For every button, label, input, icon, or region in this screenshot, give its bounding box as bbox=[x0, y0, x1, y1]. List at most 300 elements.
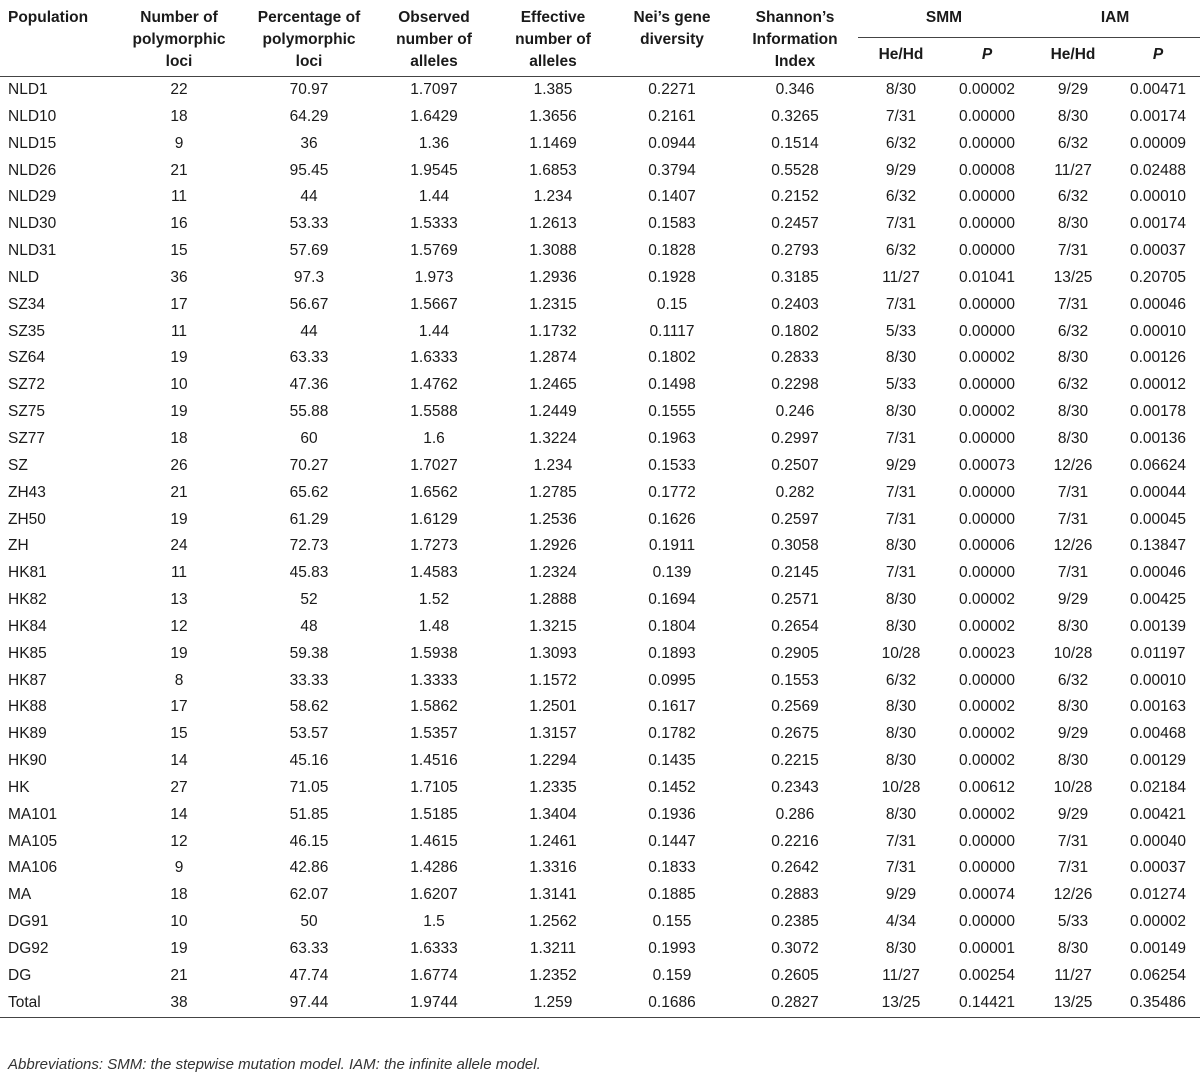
cell-observed-alleles: 1.3333 bbox=[410, 671, 458, 689]
cell-shannon-index: 0.2385 bbox=[771, 913, 819, 931]
cell-nei-gene-diversity: 0.0995 bbox=[648, 671, 696, 689]
cell-smm-he-hd: 6/32 bbox=[885, 671, 917, 689]
cell-iam-he-hd: 7/31 bbox=[1057, 832, 1089, 850]
cell-smm-he-hd: 9/29 bbox=[885, 456, 917, 474]
cell-population: SZ bbox=[8, 456, 28, 474]
cell-effective-alleles: 1.2888 bbox=[529, 591, 577, 609]
cell-polymorphic-loci-percentage: 60 bbox=[300, 429, 318, 447]
cell-smm-p: 0.00002 bbox=[958, 81, 1016, 98]
cell-nei-gene-diversity: 0.1936 bbox=[648, 805, 696, 823]
cell-smm-p: 0.00000 bbox=[958, 134, 1016, 152]
table-row bbox=[0, 721, 1200, 748]
cell-smm-he-hd: 8/30 bbox=[885, 403, 917, 421]
cell-polymorphic-loci-number: 18 bbox=[170, 886, 188, 904]
cell-smm-p: 0.00612 bbox=[958, 778, 1016, 796]
cell-smm-p: 0.00000 bbox=[958, 483, 1016, 501]
cell-smm-p: 0.00023 bbox=[958, 644, 1016, 662]
cell-effective-alleles: 1.2874 bbox=[529, 349, 577, 367]
cell-iam-p: 0.02488 bbox=[1130, 161, 1187, 179]
cell-effective-alleles: 1.2461 bbox=[529, 832, 577, 850]
header-shannon-index: Shannon’s Information Index bbox=[732, 3, 858, 77]
cell-smm-p: 0.00006 bbox=[958, 537, 1016, 555]
cell-nei-gene-diversity: 0.15 bbox=[656, 295, 688, 313]
table-row bbox=[0, 909, 1200, 936]
cell-population: SZ35 bbox=[8, 322, 46, 340]
cell-smm-he-hd: 8/30 bbox=[885, 537, 917, 555]
cell-iam-p: 0.00126 bbox=[1130, 349, 1187, 367]
cell-observed-alleles: 1.6562 bbox=[410, 483, 458, 501]
cell-effective-alleles: 1.3224 bbox=[529, 429, 577, 447]
cell-polymorphic-loci-number: 11 bbox=[170, 322, 188, 340]
cell-smm-p: 0.00000 bbox=[958, 322, 1016, 340]
table-row bbox=[0, 184, 1200, 211]
cell-polymorphic-loci-number: 18 bbox=[170, 429, 188, 447]
cell-shannon-index: 0.3072 bbox=[771, 940, 819, 957]
cell-smm-p: 0.00000 bbox=[958, 429, 1016, 447]
table-row bbox=[0, 372, 1200, 399]
cell-iam-he-hd: 13/25 bbox=[1053, 268, 1093, 286]
cell-polymorphic-loci-number: 11 bbox=[170, 564, 188, 582]
cell-polymorphic-loci-percentage: 71.05 bbox=[289, 778, 329, 796]
cell-population: HK90 bbox=[8, 752, 47, 770]
cell-smm-p: 0.00001 bbox=[958, 940, 1016, 957]
cell-polymorphic-loci-number: 12 bbox=[170, 832, 188, 850]
cell-smm-p: 0.00073 bbox=[958, 456, 1016, 474]
cell-shannon-index: 0.2605 bbox=[771, 966, 819, 984]
cell-polymorphic-loci-number: 22 bbox=[170, 81, 188, 98]
cell-polymorphic-loci-number: 10 bbox=[170, 913, 188, 931]
cell-effective-alleles: 1.2315 bbox=[529, 295, 577, 313]
cell-iam-he-hd: 13/25 bbox=[1030, 990, 1116, 1017]
cell-observed-alleles: 1.5862 bbox=[410, 698, 458, 716]
header-population: Population bbox=[0, 3, 114, 77]
table-body bbox=[0, 77, 1200, 1018]
cell-smm-he-hd: 6/32 bbox=[885, 188, 917, 206]
table-row bbox=[0, 748, 1200, 775]
cell-smm-p: 0.00002 bbox=[958, 725, 1016, 743]
cell-population: SZ72 bbox=[8, 376, 46, 394]
cell-shannon-index: 0.286 bbox=[775, 805, 815, 823]
cell-iam-he-hd: 8/30 bbox=[1057, 429, 1089, 447]
cell-iam-p: 0.00010 bbox=[1130, 671, 1187, 689]
cell-shannon-index: 0.2675 bbox=[771, 725, 819, 743]
cell-observed-alleles: 1.6774 bbox=[410, 966, 458, 984]
cell-iam-he-hd: 6/32 bbox=[1057, 376, 1089, 394]
cell-nei-gene-diversity: 0.1694 bbox=[648, 591, 696, 609]
cell-observed-alleles: 1.5938 bbox=[410, 644, 458, 662]
header-smm-he-hd: He/Hd bbox=[858, 38, 944, 77]
cell-smm-he-hd: 8/30 bbox=[885, 591, 917, 609]
cell-nei-gene-diversity: 0.1928 bbox=[648, 268, 696, 286]
cell-polymorphic-loci-percentage: 61.29 bbox=[289, 510, 329, 528]
cell-smm-he-hd: 5/33 bbox=[885, 322, 917, 340]
cell-polymorphic-loci-number: 10 bbox=[170, 376, 188, 394]
cell-iam-he-hd: 8/30 bbox=[1057, 752, 1089, 770]
cell-iam-he-hd: 7/31 bbox=[1057, 295, 1089, 313]
cell-iam-p: 0.00045 bbox=[1130, 510, 1187, 528]
table-row bbox=[0, 802, 1200, 829]
cell-effective-alleles: 1.1572 bbox=[529, 671, 577, 689]
cell-polymorphic-loci-percentage: 55.88 bbox=[289, 403, 329, 421]
cell-iam-he-hd: 7/31 bbox=[1057, 242, 1089, 260]
cell-smm-he-hd: 13/25 bbox=[858, 990, 944, 1017]
cell-smm-p: 0.00002 bbox=[958, 403, 1016, 421]
cell-iam-he-hd: 12/26 bbox=[1053, 886, 1093, 904]
cell-iam-he-hd: 12/26 bbox=[1053, 537, 1093, 555]
cell-polymorphic-loci-number: 12 bbox=[170, 617, 188, 635]
cell-effective-alleles: 1.2335 bbox=[529, 778, 577, 796]
cell-shannon-index: 0.2152 bbox=[771, 188, 819, 206]
header-iam-p: P bbox=[1116, 38, 1200, 77]
cell-polymorphic-loci-number: 9 bbox=[174, 859, 184, 877]
cell-iam-he-hd: 8/30 bbox=[1057, 940, 1089, 957]
genetic-diversity-table bbox=[0, 3, 1200, 1018]
cell-smm-he-hd: 7/31 bbox=[885, 107, 917, 125]
cell-population: MA bbox=[8, 886, 32, 904]
cell-iam-he-hd: 9/29 bbox=[1057, 591, 1089, 609]
cell-polymorphic-loci-number: 9 bbox=[174, 134, 184, 152]
cell-shannon-index: 0.2216 bbox=[771, 832, 819, 850]
cell-population: NLD31 bbox=[8, 242, 57, 260]
cell-shannon-index: 0.2145 bbox=[771, 564, 819, 582]
cell-nei-gene-diversity: 0.2271 bbox=[648, 81, 696, 98]
cell-polymorphic-loci-number: 36 bbox=[170, 268, 188, 286]
cell-polymorphic-loci-number: 24 bbox=[170, 537, 188, 555]
cell-shannon-index: 0.2793 bbox=[771, 242, 819, 260]
cell-shannon-index: 0.3265 bbox=[771, 107, 819, 125]
cell-polymorphic-loci-percentage: 44 bbox=[300, 322, 318, 340]
cell-observed-alleles: 1.9545 bbox=[410, 161, 458, 179]
cell-effective-alleles: 1.3093 bbox=[529, 644, 577, 662]
cell-polymorphic-loci-percentage: 45.16 bbox=[289, 752, 329, 770]
table-row bbox=[0, 426, 1200, 453]
cell-iam-p: 0.00139 bbox=[1130, 617, 1187, 635]
cell-population: SZ77 bbox=[8, 429, 46, 447]
cell-polymorphic-loci-percentage: 45.83 bbox=[289, 564, 329, 582]
table-row bbox=[0, 345, 1200, 372]
cell-observed-alleles: 1.36 bbox=[418, 134, 450, 152]
cell-shannon-index: 0.282 bbox=[775, 483, 815, 501]
cell-nei-gene-diversity: 0.1617 bbox=[648, 698, 696, 716]
cell-observed-alleles: 1.6429 bbox=[410, 107, 458, 125]
cell-polymorphic-loci-percentage: 52 bbox=[300, 591, 318, 609]
cell-polymorphic-loci-percentage: 64.29 bbox=[289, 107, 329, 125]
cell-polymorphic-loci-percentage: 58.62 bbox=[289, 698, 329, 716]
cell-iam-he-hd: 5/33 bbox=[1057, 913, 1089, 931]
cell-iam-he-hd: 9/29 bbox=[1057, 725, 1089, 743]
cell-iam-p: 0.00149 bbox=[1130, 940, 1187, 957]
cell-population: DG91 bbox=[8, 913, 49, 931]
cell-effective-alleles: 1.2352 bbox=[529, 966, 577, 984]
cell-iam-he-hd: 7/31 bbox=[1057, 859, 1089, 877]
table-row bbox=[0, 319, 1200, 346]
cell-iam-p: 0.01197 bbox=[1130, 644, 1186, 662]
cell-effective-alleles: 1.3316 bbox=[529, 859, 577, 877]
cell-iam-p: 0.00163 bbox=[1130, 698, 1187, 716]
cell-iam-he-hd: 10/28 bbox=[1053, 644, 1093, 662]
cell-polymorphic-loci-number: 11 bbox=[170, 188, 188, 206]
cell-nei-gene-diversity: 0.1893 bbox=[648, 644, 696, 662]
header-smm-p: P bbox=[944, 38, 1030, 77]
cell-iam-he-hd: 12/26 bbox=[1053, 456, 1093, 474]
cell-effective-alleles: 1.3215 bbox=[529, 617, 577, 635]
cell-population: NLD26 bbox=[8, 161, 57, 179]
cell-smm-p: 0.00000 bbox=[958, 671, 1016, 689]
cell-smm-he-hd: 8/30 bbox=[885, 940, 917, 957]
cell-polymorphic-loci-percentage: 95.45 bbox=[289, 161, 329, 179]
cell-polymorphic-loci-percentage: 53.33 bbox=[289, 215, 329, 233]
cell-polymorphic-loci-number: 21 bbox=[170, 483, 188, 501]
cell-nei-gene-diversity: 0.1555 bbox=[648, 403, 696, 421]
cell-iam-p: 0.00174 bbox=[1130, 215, 1187, 233]
cell-smm-p: 0.00000 bbox=[958, 913, 1016, 931]
cell-nei-gene-diversity: 0.2161 bbox=[648, 107, 696, 125]
cell-observed-alleles: 1.44 bbox=[418, 188, 450, 206]
cell-shannon-index: 0.2833 bbox=[771, 349, 819, 367]
cell-population: ZH43 bbox=[8, 483, 46, 501]
cell-smm-p: 0.00000 bbox=[958, 832, 1016, 850]
cell-shannon-index: 0.246 bbox=[775, 403, 815, 421]
cell-nei-gene-diversity: 0.1447 bbox=[648, 832, 696, 850]
cell-iam-he-hd: 9/29 bbox=[1057, 805, 1089, 823]
cell-polymorphic-loci-percentage: 70.27 bbox=[289, 456, 329, 474]
cell-nei-gene-diversity: 0.1804 bbox=[648, 617, 696, 635]
header-nei-gene-diversity: Nei’s gene diversity bbox=[612, 3, 732, 77]
cell-effective-alleles: 1.2926 bbox=[529, 537, 577, 555]
table-row bbox=[0, 265, 1200, 292]
cell-polymorphic-loci-percentage: 65.62 bbox=[289, 483, 329, 501]
table-footnote: Abbreviations: SMM: the stepwise mutation model. IAM: the infinite allele model. bbox=[8, 1056, 541, 1073]
cell-effective-alleles: 1.259 bbox=[494, 990, 612, 1017]
cell-shannon-index: 0.5528 bbox=[771, 161, 819, 179]
cell-shannon-index: 0.346 bbox=[775, 81, 815, 98]
cell-polymorphic-loci-percentage: 57.69 bbox=[289, 242, 329, 260]
cell-observed-alleles: 1.6333 bbox=[410, 349, 458, 367]
cell-effective-alleles: 1.3211 bbox=[529, 940, 577, 957]
cell-observed-alleles: 1.5588 bbox=[410, 403, 458, 421]
cell-effective-alleles: 1.2936 bbox=[529, 268, 577, 286]
cell-smm-he-hd: 11/27 bbox=[882, 268, 920, 286]
cell-observed-alleles: 1.4615 bbox=[410, 832, 458, 850]
cell-iam-he-hd: 8/30 bbox=[1057, 617, 1089, 635]
table-row bbox=[0, 668, 1200, 695]
cell-effective-alleles: 1.3656 bbox=[529, 107, 577, 125]
cell-population: ZH50 bbox=[8, 510, 46, 528]
cell-effective-alleles: 1.2501 bbox=[529, 698, 577, 716]
cell-polymorphic-loci-percentage: 42.86 bbox=[289, 859, 329, 877]
table-row bbox=[0, 855, 1200, 882]
cell-smm-he-hd: 8/30 bbox=[885, 752, 917, 770]
cell-smm-p: 0.00002 bbox=[958, 591, 1016, 609]
cell-polymorphic-loci-number: 27 bbox=[170, 778, 188, 796]
cell-iam-p: 0.00010 bbox=[1130, 322, 1187, 340]
cell-iam-p: 0.00009 bbox=[1130, 134, 1187, 152]
cell-iam-p: 0.00425 bbox=[1130, 591, 1187, 609]
cell-iam-p: 0.06624 bbox=[1130, 456, 1187, 474]
cell-nei-gene-diversity: 0.1117 bbox=[649, 322, 695, 340]
cell-shannon-index: 0.2997 bbox=[771, 429, 819, 447]
cell-effective-alleles: 1.2449 bbox=[529, 403, 577, 421]
cell-effective-alleles: 1.2465 bbox=[529, 376, 577, 394]
cell-shannon-index: 0.2215 bbox=[771, 752, 819, 770]
cell-iam-p: 0.20705 bbox=[1130, 268, 1187, 286]
cell-iam-p: 0.35486 bbox=[1116, 990, 1200, 1017]
cell-smm-he-hd: 7/31 bbox=[885, 564, 917, 582]
cell-iam-he-hd: 7/31 bbox=[1057, 510, 1089, 528]
cell-nei-gene-diversity: 0.3794 bbox=[648, 161, 696, 179]
table-row bbox=[0, 775, 1200, 802]
cell-population: HK85 bbox=[8, 644, 47, 662]
cell-iam-p: 0.06254 bbox=[1130, 966, 1187, 984]
cell-iam-p: 0.00037 bbox=[1130, 242, 1187, 260]
cell-smm-he-hd: 8/30 bbox=[885, 805, 917, 823]
cell-nei-gene-diversity: 0.1782 bbox=[648, 725, 696, 743]
cell-polymorphic-loci-percentage: 56.67 bbox=[289, 295, 329, 313]
cell-observed-alleles: 1.52 bbox=[418, 591, 450, 609]
cell-iam-he-hd: 8/30 bbox=[1057, 403, 1089, 421]
cell-nei-gene-diversity: 0.1885 bbox=[648, 886, 696, 904]
cell-observed-alleles: 1.5667 bbox=[410, 295, 458, 313]
cell-polymorphic-loci-number: 21 bbox=[170, 161, 188, 179]
cell-effective-alleles: 1.234 bbox=[533, 188, 573, 206]
cell-iam-he-hd: 6/32 bbox=[1057, 671, 1089, 689]
table-header bbox=[0, 3, 1200, 77]
cell-polymorphic-loci-number: 19 bbox=[170, 510, 188, 528]
cell-iam-he-hd: 7/31 bbox=[1057, 564, 1089, 582]
cell-smm-p: 0.00254 bbox=[958, 966, 1016, 984]
cell-polymorphic-loci-percentage: 33.33 bbox=[289, 671, 329, 689]
table-row bbox=[0, 131, 1200, 158]
cell-iam-p: 0.02184 bbox=[1130, 778, 1187, 796]
cell-shannon-index: 0.1514 bbox=[771, 134, 819, 152]
cell-polymorphic-loci-number: 38 bbox=[114, 990, 244, 1017]
cell-shannon-index: 0.2883 bbox=[771, 886, 819, 904]
cell-observed-alleles: 1.7097 bbox=[410, 81, 458, 98]
cell-shannon-index: 0.2403 bbox=[771, 295, 819, 313]
cell-smm-he-hd: 8/30 bbox=[885, 725, 917, 743]
cell-observed-alleles: 1.973 bbox=[414, 268, 454, 286]
table-row bbox=[0, 963, 1200, 990]
cell-nei-gene-diversity: 0.1498 bbox=[648, 376, 696, 394]
cell-polymorphic-loci-number: 19 bbox=[170, 349, 188, 367]
cell-polymorphic-loci-number: 16 bbox=[170, 215, 188, 233]
cell-observed-alleles: 1.6333 bbox=[410, 940, 458, 957]
table-row bbox=[0, 453, 1200, 480]
cell-population: HK87 bbox=[8, 671, 47, 689]
cell-population: DG bbox=[8, 966, 32, 984]
cell-smm-p: 0.14421 bbox=[944, 990, 1030, 1017]
cell-population: SZ34 bbox=[8, 295, 46, 313]
cell-iam-p: 0.01274 bbox=[1130, 886, 1187, 904]
cell-iam-p: 0.00012 bbox=[1130, 376, 1187, 394]
cell-iam-he-hd: 8/30 bbox=[1057, 349, 1089, 367]
cell-iam-p: 0.00002 bbox=[1130, 913, 1187, 931]
cell-effective-alleles: 1.2294 bbox=[529, 752, 577, 770]
cell-smm-he-hd: 7/31 bbox=[885, 832, 917, 850]
cell-smm-he-hd: 5/33 bbox=[885, 376, 917, 394]
cell-iam-p: 0.00471 bbox=[1130, 81, 1187, 98]
cell-population: MA106 bbox=[8, 859, 58, 877]
cell-shannon-index: 0.3185 bbox=[771, 268, 819, 286]
cell-polymorphic-loci-percentage: 59.38 bbox=[289, 644, 329, 662]
header-polymorphic-loci-number: Number of polymorphic loci bbox=[114, 3, 244, 77]
cell-polymorphic-loci-percentage: 63.33 bbox=[289, 349, 329, 367]
cell-smm-he-hd: 4/34 bbox=[885, 913, 917, 931]
cell-iam-p: 0.00129 bbox=[1130, 752, 1187, 770]
cell-polymorphic-loci-number: 8 bbox=[174, 671, 184, 689]
cell-observed-alleles: 1.6129 bbox=[410, 510, 458, 528]
cell-smm-he-hd: 9/29 bbox=[885, 161, 917, 179]
cell-nei-gene-diversity: 0.0944 bbox=[648, 134, 696, 152]
cell-smm-he-hd: 7/31 bbox=[885, 483, 917, 501]
cell-polymorphic-loci-percentage: 97.44 bbox=[244, 990, 374, 1017]
cell-observed-alleles: 1.6 bbox=[423, 429, 445, 447]
cell-population: NLD30 bbox=[8, 215, 57, 233]
cell-observed-alleles: 1.4762 bbox=[410, 376, 458, 394]
cell-shannon-index: 0.2298 bbox=[771, 376, 819, 394]
cell-shannon-index: 0.1802 bbox=[771, 322, 819, 340]
cell-smm-p: 0.00000 bbox=[958, 859, 1016, 877]
cell-polymorphic-loci-percentage: 51.85 bbox=[289, 805, 329, 823]
cell-polymorphic-loci-number: 19 bbox=[170, 644, 188, 662]
cell-polymorphic-loci-percentage: 70.97 bbox=[289, 81, 329, 98]
cell-iam-p: 0.00178 bbox=[1130, 403, 1187, 421]
cell-observed-alleles: 1.7273 bbox=[410, 537, 458, 555]
cell-shannon-index: 0.2507 bbox=[771, 456, 819, 474]
cell-observed-alleles: 1.9744 bbox=[374, 990, 494, 1017]
cell-population: Total bbox=[0, 990, 114, 1017]
cell-iam-he-hd: 8/30 bbox=[1057, 107, 1089, 125]
table-row bbox=[0, 238, 1200, 265]
cell-smm-p: 0.00002 bbox=[958, 752, 1016, 770]
table-row bbox=[0, 694, 1200, 721]
cell-polymorphic-loci-percentage: 50 bbox=[300, 913, 318, 931]
cell-iam-p: 0.00421 bbox=[1130, 805, 1187, 823]
cell-shannon-index: 0.2642 bbox=[771, 859, 819, 877]
cell-observed-alleles: 1.5 bbox=[423, 913, 445, 931]
cell-observed-alleles: 1.48 bbox=[418, 617, 450, 635]
cell-shannon-index: 0.2654 bbox=[771, 617, 819, 635]
cell-nei-gene-diversity: 0.1626 bbox=[648, 510, 696, 528]
table-row bbox=[0, 936, 1200, 963]
cell-observed-alleles: 1.5333 bbox=[410, 215, 458, 233]
cell-iam-he-hd: 9/29 bbox=[1057, 81, 1089, 98]
header-smm: SMM bbox=[858, 3, 1030, 38]
cell-observed-alleles: 1.4583 bbox=[410, 564, 458, 582]
cell-smm-he-hd: 8/30 bbox=[885, 617, 917, 635]
cell-shannon-index: 0.2571 bbox=[771, 591, 819, 609]
cell-nei-gene-diversity: 0.139 bbox=[652, 564, 692, 582]
header-iam-he-hd: He/Hd bbox=[1030, 38, 1116, 77]
cell-polymorphic-loci-percentage: 48 bbox=[300, 617, 318, 635]
cell-nei-gene-diversity: 0.1686 bbox=[612, 990, 732, 1017]
cell-polymorphic-loci-percentage: 53.57 bbox=[289, 725, 329, 743]
cell-smm-p: 0.00002 bbox=[958, 617, 1016, 635]
cell-shannon-index: 0.3058 bbox=[771, 537, 819, 555]
cell-effective-alleles: 1.3404 bbox=[529, 805, 577, 823]
table-row bbox=[0, 158, 1200, 185]
cell-iam-he-hd: 10/28 bbox=[1053, 778, 1093, 796]
cell-observed-alleles: 1.7105 bbox=[410, 778, 458, 796]
cell-iam-p: 0.13847 bbox=[1130, 537, 1187, 555]
cell-polymorphic-loci-number: 14 bbox=[170, 805, 188, 823]
cell-nei-gene-diversity: 0.155 bbox=[652, 913, 692, 931]
header-effective-alleles: Effective number of alleles bbox=[494, 3, 612, 77]
cell-smm-he-hd: 7/31 bbox=[885, 295, 917, 313]
cell-iam-p: 0.00044 bbox=[1130, 483, 1187, 501]
table-row bbox=[0, 507, 1200, 534]
cell-polymorphic-loci-number: 26 bbox=[170, 456, 188, 474]
